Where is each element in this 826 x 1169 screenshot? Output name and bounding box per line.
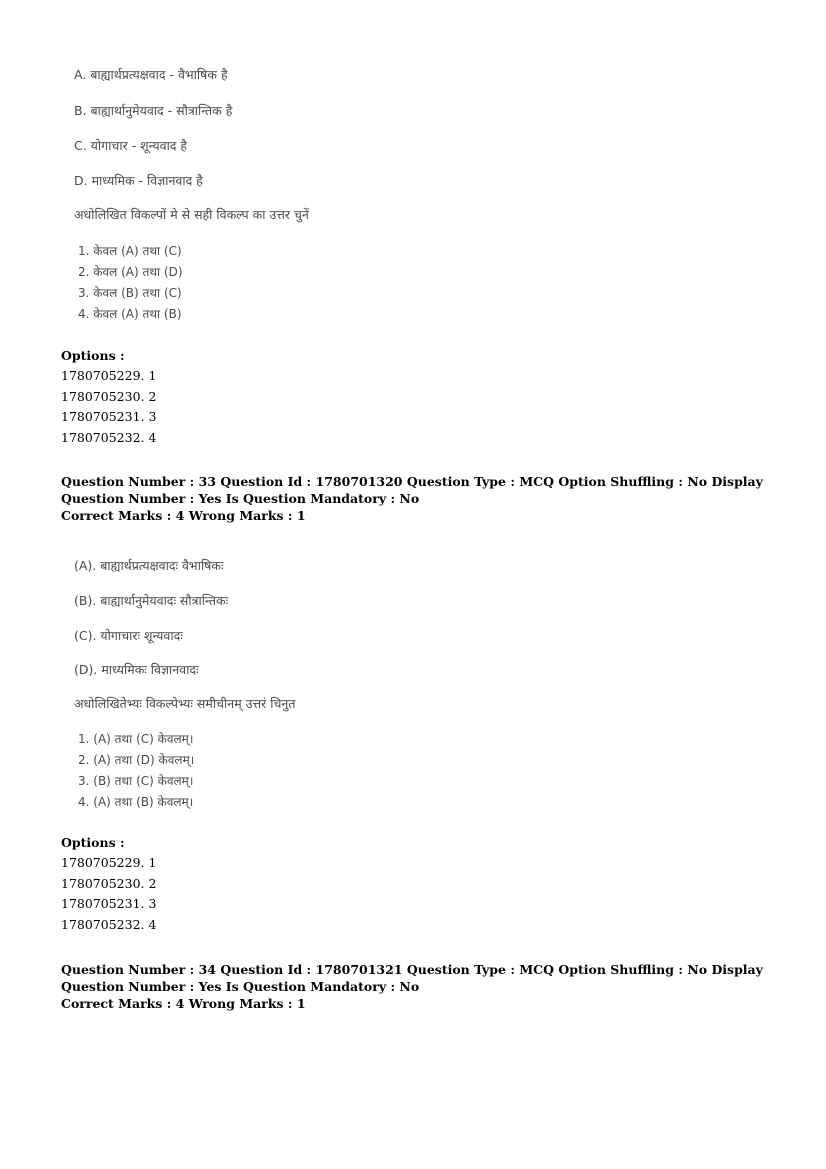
q33-meta-line2: Correct Marks : 4 Wrong Marks : 1	[61, 508, 306, 523]
q33-option-2: 1780705230. 2	[61, 876, 157, 891]
q33-option-4: 1780705232. 4	[61, 917, 157, 932]
q32-statement-b: B. बाह्यार्थानुमेयवाद - सौत्रान्तिक है	[74, 103, 233, 118]
q33-option-3: 1780705231. 3	[61, 896, 157, 911]
q33-choice-1: 1. (A) तथा (C) केवलम्।	[78, 732, 194, 746]
q32-choice-2: 2. केवल (A) तथा (D)	[78, 265, 183, 279]
q34-meta	[61, 961, 771, 1012]
q33-choice-2: 2. (A) तथा (D) केवलम्।	[78, 753, 195, 767]
q33-statement-d: (D). माध्यमिकः विज्ञानवादः	[74, 662, 199, 677]
q33-choice-4: 4. (A) तथा (B) केवलम्।	[78, 795, 194, 809]
q32-instruction: अधोलिखित विकल्पों मे से सही विकल्प का उत्तर चुनें	[74, 207, 309, 222]
q32-option-1: 1780705229. 1	[61, 368, 157, 383]
q32-options-label: Options :	[61, 348, 125, 363]
q32-choice-1: 1. केवल (A) तथा (C)	[78, 244, 182, 258]
q33-statement-c: (C). योगाचारः शून्यवादः	[74, 628, 183, 643]
q32-option-2: 1780705230. 2	[61, 389, 157, 404]
q32-choice-4: 4. केवल (A) तथा (B)	[78, 307, 182, 321]
q32-statement-a: A. बाह्यार्थप्रत्यक्षवाद - वैभाषिक है	[74, 67, 228, 82]
q32-statement-d: D. माध्यमिक - विज्ञानवाद है	[74, 173, 203, 188]
q33-instruction: अधोलिखितेभ्यः विकल्पेभ्यः समीचीनम् उत्तरं चिनुत	[74, 696, 296, 711]
q33-meta	[61, 473, 771, 524]
q33-options-label: Options :	[61, 835, 125, 850]
q32-statement-c: C. योगाचार - शून्यवाद है	[74, 138, 188, 153]
q33-statement-a: (A). बाह्यार्थप्रत्यक्षवादः वैभाषिकः	[74, 558, 224, 573]
q34-meta-line2: Correct Marks : 4 Wrong Marks : 1	[61, 996, 306, 1011]
q33-option-1: 1780705229. 1	[61, 855, 157, 870]
q32-option-3: 1780705231. 3	[61, 409, 157, 424]
q32-choice-3: 3. केवल (B) तथा (C)	[78, 286, 182, 300]
q34-meta-line1: Question Number : 34 Question Id : 1780701321 Question Type : MCQ Option Shuffling : No Display Question Number : Yes Is Question Mandatory : No	[61, 962, 763, 994]
q33-statement-b: (B). बाह्यार्थानुमेयवादः सौत्रान्तिकः	[74, 593, 229, 608]
q33-meta-line1: Question Number : 33 Question Id : 1780701320 Question Type : MCQ Option Shuffling : No Display Question Number : Yes Is Question Mandatory : No	[61, 474, 763, 506]
q33-choice-3: 3. (B) तथा (C) केवलम्।	[78, 774, 194, 788]
q32-option-4: 1780705232. 4	[61, 430, 157, 445]
